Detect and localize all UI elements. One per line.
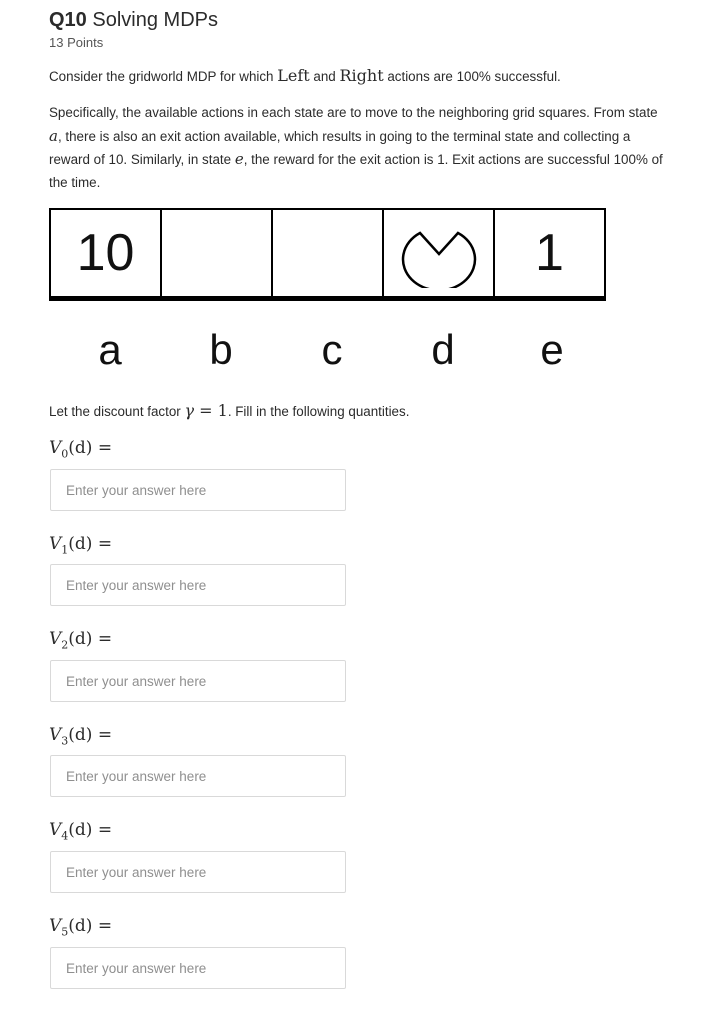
v-subscript: 2 — [61, 638, 69, 652]
discount-text-end: . Fill in the following quantities. — [227, 404, 410, 419]
reward-e: 1 — [535, 224, 564, 282]
state-label-a: a — [98, 326, 122, 373]
question-number: Q10 — [49, 9, 87, 31]
grid-cell-b — [160, 208, 273, 298]
gamma-value: 1 — [217, 401, 228, 420]
gamma-symbol: γ — [184, 401, 195, 420]
v-argument: (d) = — [68, 725, 113, 745]
question-label-v1 — [49, 534, 112, 556]
intro-paragraph-1 — [49, 65, 669, 89]
intro-text: , there is also an exit action available, which results in going to the terminal state and collecting a reward of 10. Similarly, in state — [49, 128, 631, 168]
answer-input-v5[interactable] — [50, 947, 346, 989]
v-argument: (d) = — [68, 629, 113, 649]
question-title — [49, 9, 218, 32]
gridworld — [49, 208, 606, 302]
action-left: Left — [277, 66, 310, 85]
v-symbol: V — [49, 725, 62, 745]
state-label-b: b — [209, 326, 233, 373]
v-subscript: 1 — [61, 543, 69, 557]
intro-text: and — [309, 69, 340, 84]
question-label-v0 — [49, 438, 112, 460]
equals-sign: = — [194, 401, 218, 420]
state-label-d: d — [431, 326, 455, 373]
question-label-v4 — [49, 820, 112, 842]
question-label-v2 — [49, 629, 112, 651]
v-subscript: 4 — [61, 829, 69, 843]
v-symbol: V — [49, 629, 62, 649]
grid-cell-a — [49, 208, 162, 298]
v-subscript: 0 — [61, 447, 69, 461]
answer-input-v4[interactable] — [50, 851, 346, 893]
question-points: 13 Points — [49, 35, 104, 50]
intro-text: Consider the gridworld MDP for which — [49, 69, 278, 84]
v-symbol: V — [49, 916, 62, 936]
discount-text — [49, 400, 669, 424]
reward-a: 10 — [76, 224, 135, 282]
grid-bottom-border — [49, 298, 606, 301]
v-argument: (d) = — [68, 534, 113, 554]
answer-input-v0[interactable] — [50, 469, 346, 511]
state-a-ref: a — [49, 126, 58, 145]
v-symbol: V — [49, 534, 62, 554]
intro-paragraph-2 — [49, 102, 669, 194]
question-label-v3 — [49, 725, 112, 747]
question-title-text: Solving MDPs — [92, 9, 218, 31]
grid-cell-e — [493, 208, 606, 298]
pacman-icon — [399, 218, 479, 288]
state-label-e: e — [540, 326, 564, 373]
grid-cell-d — [382, 208, 495, 298]
answer-input-v2[interactable] — [50, 660, 346, 702]
state-label-c: c — [321, 326, 343, 373]
intro-text: , the reward for the exit action is 1. Exit actions are successful 100% of the time. — [49, 152, 663, 190]
v-subscript: 5 — [61, 925, 69, 939]
v-subscript: 3 — [61, 734, 69, 748]
state-e-ref: e — [234, 150, 244, 169]
action-right: Right — [339, 66, 384, 85]
intro-text: actions are 100% successful. — [383, 69, 561, 84]
discount-text-start: Let the discount factor — [49, 404, 185, 419]
v-argument: (d) = — [68, 438, 113, 458]
answer-input-v1[interactable] — [50, 564, 346, 606]
answer-input-v3[interactable] — [50, 755, 346, 797]
v-argument: (d) = — [68, 916, 113, 936]
grid-cell-c — [271, 208, 384, 298]
v-symbol: V — [49, 820, 62, 840]
intro-text: Specifically, the available actions in each state are to move to the neighboring grid squares. From state — [49, 105, 658, 120]
v-symbol: V — [49, 438, 62, 458]
v-argument: (d) = — [68, 820, 113, 840]
question-label-v5 — [49, 916, 112, 938]
